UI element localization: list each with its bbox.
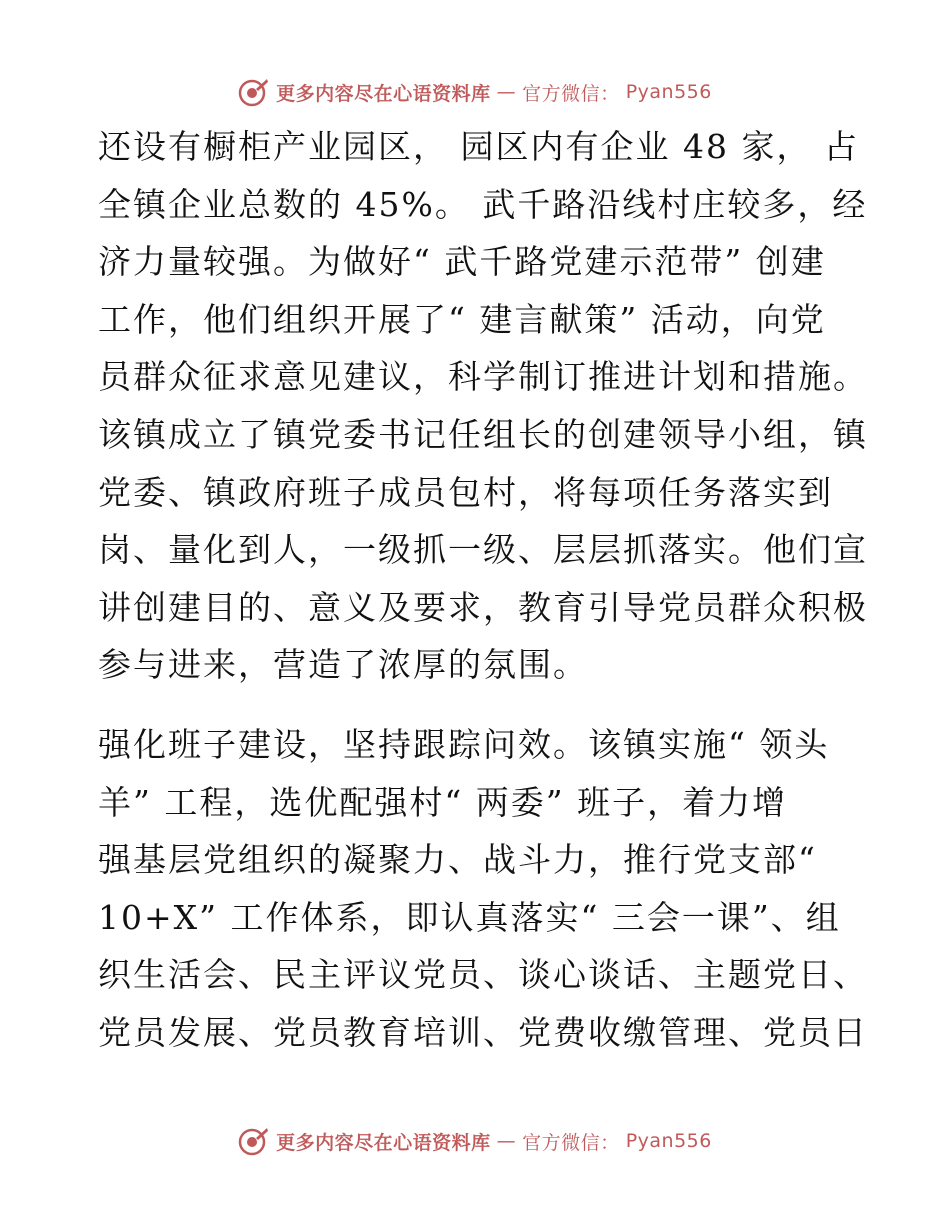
paragraph-spacer (98, 694, 858, 716)
text-line: 党员发展、党员教育培训、党费收缴管理、党员日 (98, 1012, 868, 1052)
text-line: 全镇企业总数的 45%。 武千路沿线村庄较多，经 (98, 184, 868, 224)
text-line: 讲创建目的、意义及要求，教育引导党员群众积极 (98, 587, 868, 627)
text-line: 强化班子建设，坚持跟踪问效。该镇实施“ 领头 (98, 724, 830, 764)
document-body (98, 118, 868, 1062)
footer-wechat-id: Pyan556 (625, 1130, 712, 1152)
header-dash: — (496, 81, 517, 103)
header-title: 更多内容尽在心语资料库 (276, 82, 491, 105)
header-banner (0, 76, 950, 108)
paragraph-1 (98, 118, 868, 694)
header-wechat-id: Pyan556 (625, 81, 712, 103)
text-line: 济力量较强。为做好“ 武千路党建示范带” 创建 (98, 242, 826, 282)
text-line: 员群众征求意见建议，科学制订推进计划和措施。 (98, 357, 868, 397)
text-line: 还设有橱柜产业园区， 园区内有企业 48 家， 占 (98, 127, 859, 166)
text-line: 工作，他们组织开展了“ 建言献策” 活动，向党 (98, 299, 826, 339)
header-wechat-label: 官方微信： (522, 82, 620, 105)
footer-banner (0, 1125, 950, 1157)
text-line: 10+X” 工作体系，即认真落实“ 三会一课”、组 (98, 897, 841, 937)
text-line: 参与进来，营造了浓厚的氛围。 (98, 645, 588, 685)
text-line: 该镇成立了镇党委书记任组长的创建领导小组，镇 (98, 414, 868, 454)
logo-icon (238, 1125, 270, 1157)
footer-wechat-label: 官方微信： (522, 1131, 620, 1154)
footer-title: 更多内容尽在心语资料库 (276, 1131, 491, 1154)
text-line: 羊” 工程，选优配强村“ 两委” 班子，着力增 (98, 782, 788, 822)
text-line: 强基层党组织的凝聚力、战斗力，推行党支部“ (98, 840, 817, 880)
paragraph-2 (98, 716, 868, 1062)
footer-dash: — (496, 1130, 517, 1152)
text-line: 岗、量化到人，一级抓一级、层层抓落实。他们宣 (98, 530, 868, 570)
text-line: 织生活会、民主评议党员、谈心谈话、主题党日、 (98, 955, 868, 995)
text-line: 党委、镇政府班子成员包村，将每项任务落实到 (98, 472, 833, 512)
logo-icon (238, 76, 270, 108)
